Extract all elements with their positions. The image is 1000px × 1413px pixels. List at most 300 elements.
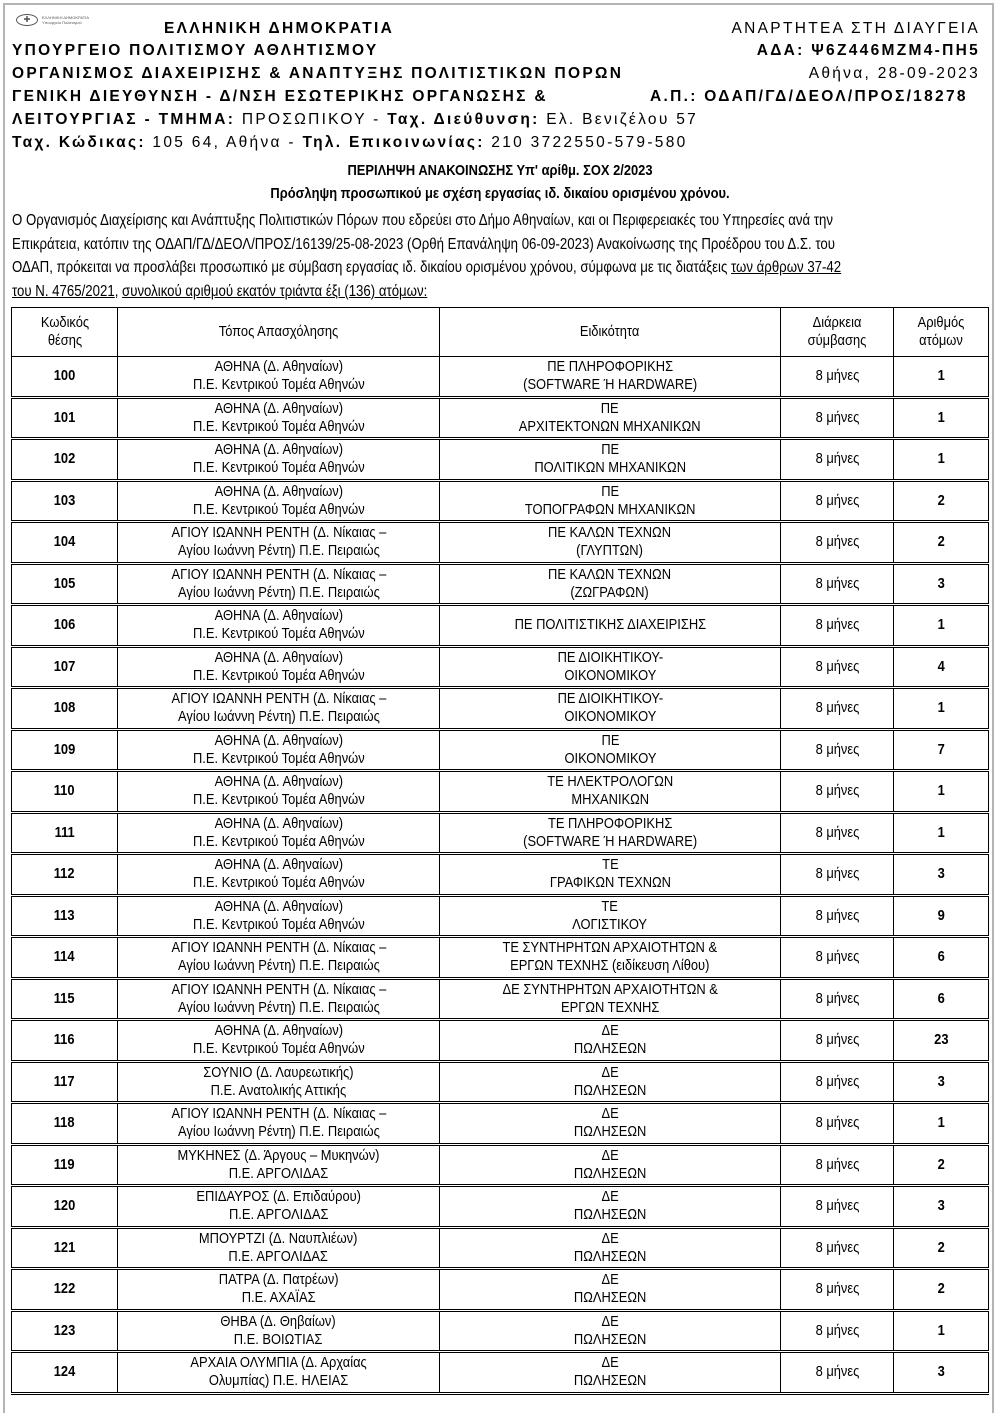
count-text: 1 — [937, 823, 945, 841]
duration-text: 8 μήνες — [815, 989, 859, 1007]
cell-count — [894, 357, 989, 398]
duration-text: 8 μήνες — [815, 533, 859, 551]
cell-location — [118, 812, 440, 854]
cell-specialty — [440, 978, 781, 1020]
ministry-logo — [16, 14, 89, 26]
cell-count — [894, 563, 989, 605]
position-code: 112 — [54, 865, 75, 883]
count-text: 3 — [937, 1072, 945, 1090]
specialty-text: ΔΕ ΠΩΛΗΣΕΩΝ — [573, 1022, 647, 1058]
cell-specialty — [440, 357, 781, 398]
location-text: ΑΓΙΟΥ ΙΩΑΝΝΗ ΡΕΝΤΗ (Δ. Νίκαιας – Αγίου Ιωάννη Ρέντη) Π.Ε. Πειραιώς — [171, 524, 386, 560]
table-row — [12, 1269, 989, 1311]
table-row — [12, 1061, 989, 1103]
table-row — [12, 729, 989, 771]
cell-code — [12, 646, 118, 688]
positions-table — [11, 307, 989, 1395]
cell-duration — [781, 1269, 894, 1311]
cell-count — [894, 605, 989, 647]
logo-text — [42, 15, 89, 25]
cell-count — [894, 854, 989, 896]
cell-count — [894, 895, 989, 937]
cell-code — [12, 1061, 118, 1103]
cell-location — [118, 1310, 440, 1352]
header-code-label: Κωδικός θέσης — [40, 314, 89, 349]
position-code: 113 — [54, 906, 75, 924]
duration-text: 8 μήνες — [815, 450, 859, 468]
header-count-label: Αριθμός ατόμων — [917, 314, 965, 349]
location-text: ΜΠΟΥΡΤΖΙ (Δ. Ναυπλιέων) Π.Ε. ΑΡΓΟΛΙΔΑΣ — [199, 1229, 358, 1265]
cell-count — [894, 729, 989, 771]
cell-location — [118, 729, 440, 771]
cell-duration — [781, 1352, 894, 1394]
count-text: 23 — [933, 1031, 949, 1049]
header-department — [12, 110, 698, 130]
table-row — [12, 1227, 989, 1269]
duration-text: 8 μήνες — [815, 1197, 859, 1215]
table-row — [12, 357, 989, 398]
specialty-text: ΔΕ ΣΥΝΤΗΡΗΤΩΝ ΑΡΧΑΙΟΤΗΤΩΝ & ΕΡΓΩΝ ΤΕΧΝΗΣ — [502, 980, 718, 1016]
position-code: 114 — [54, 948, 75, 966]
header-duration — [781, 308, 894, 357]
position-code: 110 — [54, 782, 75, 800]
cell-count — [894, 1227, 989, 1269]
count-text: 1 — [937, 408, 945, 426]
duration-text: 8 μήνες — [815, 408, 859, 426]
duration-text: 8 μήνες — [815, 491, 859, 509]
cell-specialty — [440, 439, 781, 481]
duration-text: 8 μήνες — [815, 1238, 859, 1256]
cell-location — [118, 771, 440, 813]
cell-code — [12, 729, 118, 771]
duration-text: 8 μήνες — [815, 1280, 859, 1298]
header-republic: ΕΛΛΗΝΙΚΗ ΔΗΜΟΚΡΑΤΙΑ — [164, 20, 395, 37]
announcement-title: ΠΕΡΙΛΗΨΗ ΑΝΑΚΟΙΝΩΣΗΣ Υπ' αρίθμ. ΣΟΧ 2/2023 — [347, 162, 653, 179]
specialty-text: ΔΕ ΠΩΛΗΣΕΩΝ — [573, 1146, 647, 1182]
table-row — [12, 1144, 989, 1186]
duration-text: 8 μήνες — [815, 616, 859, 634]
cell-duration — [781, 480, 894, 522]
duration-text: 8 μήνες — [815, 367, 859, 385]
cell-location — [118, 895, 440, 937]
cell-count — [894, 1352, 989, 1394]
cell-specialty — [440, 854, 781, 896]
cell-specialty — [440, 688, 781, 730]
count-text: 2 — [937, 491, 945, 509]
specialty-text: ΔΕ ΠΩΛΗΣΕΩΝ — [573, 1188, 647, 1224]
position-code: 103 — [53, 491, 76, 509]
duration-text: 8 μήνες — [815, 574, 859, 592]
specialty-text: ΤΕ ΠΛΗΡΟΦΟΡΙΚΗΣ (SOFTWARE Ή HARDWARE) — [523, 814, 697, 850]
table-row — [12, 1310, 989, 1352]
location-text: ΠΑΤΡΑ (Δ. Πατρέων) Π.Ε. ΑΧΑΪΑΣ — [218, 1271, 339, 1307]
location-text: ΑΓΙΟΥ ΙΩΑΝΝΗ ΡΕΝΤΗ (Δ. Νίκαιας – Αγίου Ιωάννη Ρέντη) Π.Ε. Πειραιώς — [171, 980, 386, 1016]
duration-text: 8 μήνες — [815, 699, 859, 717]
cell-specialty — [440, 1186, 781, 1228]
header-location — [118, 308, 440, 357]
count-text: 6 — [937, 948, 945, 966]
location-text: ΕΠΙΔΑΥΡΟΣ (Δ. Επιδαύρου) Π.Ε. ΑΡΓΟΛΙΔΑΣ — [196, 1188, 361, 1224]
table-row — [12, 1186, 989, 1228]
total-positions-text: συνολικού αριθμού εκατόν τριάντα έξι (136) ατόμων: — [122, 282, 428, 300]
specialty-text: ΔΕ ΠΩΛΗΣΕΩΝ — [573, 1105, 647, 1141]
header-ministry: ΥΠΟΥΡΓΕΙΟ ΠΟΛΙΤΙΣΜΟΥ ΑΘΛΗΤΙΣΜΟΥ — [12, 42, 379, 59]
cell-duration — [781, 1310, 894, 1352]
count-text: 9 — [937, 906, 945, 924]
duration-text: 8 μήνες — [815, 823, 859, 841]
count-text: 3 — [937, 865, 945, 883]
position-code: 123 — [53, 1321, 76, 1339]
cell-code — [12, 522, 118, 564]
cell-code — [12, 1020, 118, 1062]
duration-text: 8 μήνες — [815, 906, 859, 924]
position-code: 109 — [53, 740, 76, 758]
cell-count — [894, 646, 989, 688]
ada-code: ΑΔΑ: Ψ6Ζ446ΜΖΜ4-ΠΗ5 — [756, 42, 980, 59]
cell-specialty — [440, 937, 781, 979]
intro-line-4 — [12, 280, 993, 304]
cell-code — [12, 357, 118, 398]
count-text: 3 — [937, 1197, 945, 1215]
duration-text: 8 μήνες — [815, 948, 859, 966]
cell-code — [12, 895, 118, 937]
position-code: 116 — [54, 1031, 75, 1049]
cell-specialty — [440, 1103, 781, 1145]
location-text: ΑΘΗΝΑ (Δ. Αθηναίων) Π.Ε. Κεντρικού Τομέα Αθηνών — [192, 607, 365, 643]
cell-location — [118, 1352, 440, 1394]
cell-location — [118, 1103, 440, 1145]
cell-duration — [781, 1227, 894, 1269]
intro-line-3-text: ΟΔΑΠ, πρόκειται να προσλάβει προσωπικό με σύμβαση εργασίας ιδ. δικαίου ορισμένου χρόνου, σύμφωνα με τις διατάξεις — [12, 259, 732, 276]
count-text: 1 — [937, 450, 945, 468]
cell-count — [894, 522, 989, 564]
location-text: ΑΡΧΑΙΑ ΟΛΥΜΠΙΑ (Δ. Αρχαίας Ολυμπίας) Π.Ε. ΗΛΕΙΑΣ — [190, 1354, 367, 1390]
count-text: 6 — [937, 989, 945, 1007]
header-specialty-label: Ειδικότητα — [580, 323, 640, 340]
cell-code — [12, 563, 118, 605]
location-text: ΑΘΗΝΑ (Δ. Αθηναίων) Π.Ε. Κεντρικού Τομέα Αθηνών — [192, 648, 365, 684]
cell-count — [894, 480, 989, 522]
cell-duration — [781, 688, 894, 730]
count-text: 2 — [937, 1238, 945, 1256]
position-code: 118 — [54, 1114, 75, 1132]
position-code: 101 — [53, 408, 76, 426]
location-text: ΑΘΗΝΑ (Δ. Αθηναίων) Π.Ε. Κεντρικού Τομέα Αθηνών — [192, 773, 365, 809]
specialty-text: ΤΕ ΓΡΑΦΙΚΩΝ ΤΕΧΝΩΝ — [549, 856, 671, 892]
table-row — [12, 397, 989, 439]
position-code: 108 — [53, 699, 76, 717]
position-code: 111 — [54, 823, 75, 841]
position-code: 119 — [54, 1155, 75, 1173]
cell-location — [118, 1227, 440, 1269]
cell-location — [118, 1020, 440, 1062]
table-header-row — [12, 308, 989, 357]
cell-specialty — [440, 771, 781, 813]
cell-location — [118, 1144, 440, 1186]
cell-code — [12, 1269, 118, 1311]
address-value: Ελ. Βενιζέλου 57 — [539, 111, 699, 128]
cell-duration — [781, 522, 894, 564]
count-text: 1 — [937, 616, 945, 634]
header-code — [12, 308, 118, 357]
cell-specialty — [440, 397, 781, 439]
table-row — [12, 563, 989, 605]
table-row — [12, 646, 989, 688]
address-label: Ταχ. Διεύθυνση: — [387, 111, 540, 128]
table-row — [12, 771, 989, 813]
cell-duration — [781, 895, 894, 937]
cell-count — [894, 1020, 989, 1062]
cell-count — [894, 1144, 989, 1186]
table-row — [12, 522, 989, 564]
cell-location — [118, 937, 440, 979]
protocol-number: Α.Π.: ΟΔΑΠ/ΓΔ/ΔΕΟΛ/ΠΡΟΣ/18278 — [650, 88, 968, 105]
position-code: 115 — [54, 989, 75, 1007]
document-date: Αθήνα, 28-09-2023 — [808, 65, 980, 82]
position-code: 117 — [54, 1072, 75, 1090]
greek-coat-of-arms-icon: ✚ — [16, 14, 38, 26]
logo-line-2: Υπουργείο Πολιτισμού — [42, 20, 82, 25]
cell-specialty — [440, 480, 781, 522]
cell-specialty — [440, 1269, 781, 1311]
cell-code — [12, 812, 118, 854]
cell-duration — [781, 854, 894, 896]
location-text: ΑΘΗΝΑ (Δ. Αθηναίων) Π.Ε. Κεντρικού Τομέα Αθηνών — [192, 399, 365, 435]
cell-code — [12, 1227, 118, 1269]
intro-paragraph — [12, 209, 993, 303]
specialty-text: ΠΕ ΠΟΛΙΤΙΚΩΝ ΜΗΧΑΝΙΚΩΝ — [534, 441, 686, 477]
header-directorate: ΓΕΝΙΚΗ ΔΙΕΥΘΥΝΣΗ - Δ/ΝΣΗ ΕΣΩΤΕΡΙΚΗΣ ΟΡΓΑΝΩΣΗΣ & — [12, 88, 548, 105]
table-body — [12, 357, 989, 1394]
table-row — [12, 978, 989, 1020]
specialty-text: ΔΕ ΠΩΛΗΣΕΩΝ — [573, 1229, 647, 1265]
table-row — [12, 854, 989, 896]
location-text: ΑΘΗΝΑ (Δ. Αθηναίων) Π.Ε. Κεντρικού Τομέα Αθηνών — [192, 856, 365, 892]
count-text: 3 — [937, 574, 945, 592]
table-row — [12, 480, 989, 522]
cell-specialty — [440, 729, 781, 771]
specialty-text: ΤΕ ΣΥΝΤΗΡΗΤΩΝ ΑΡΧΑΙΟΤΗΤΩΝ & ΕΡΓΩΝ ΤΕΧΝΗΣ (ειδίκευση Λίθου) — [502, 939, 718, 975]
cell-location — [118, 563, 440, 605]
location-text: ΘΗΒΑ (Δ. Θηβαίων) Π.Ε. ΒΟΙΩΤΙΑΣ — [220, 1312, 337, 1348]
table-row — [12, 937, 989, 979]
location-text: ΑΘΗΝΑ (Δ. Αθηναίων) Π.Ε. Κεντρικού Τομέα Αθηνών — [192, 731, 365, 767]
cell-count — [894, 1061, 989, 1103]
specialty-text: ΠΕ ΔΙΟΙΚΗΤΙΚΟΥ- ΟΙΚΟΝΟΜΙΚΟΥ — [557, 648, 663, 684]
count-text: 1 — [937, 1114, 945, 1132]
position-code: 104 — [53, 533, 76, 551]
intro-line-1: Ο Οργανισμός Διαχείρισης και Ανάπτυξης Πολιτιστικών Πόρων που εδρεύει στο Δήμο Αθηναίων, και οι Περιφερειακές του Υπηρεσίες ανά την — [12, 212, 834, 229]
duration-text: 8 μήνες — [815, 1363, 859, 1381]
specialty-text: ΤΕ ΛΟΓΙΣΤΙΚΟΥ — [572, 897, 648, 933]
specialty-text: ΤΕ ΗΛΕΚΤΡΟΛΟΓΩΝ ΜΗΧΑΝΙΚΩΝ — [547, 773, 673, 809]
location-text: ΑΘΗΝΑ (Δ. Αθηναίων) Π.Ε. Κεντρικού Τομέα Αθηνών — [192, 1022, 365, 1058]
specialty-text: ΠΕ ΠΟΛΙΤΙΣΤΙΚΗΣ ΔΙΑΧΕΙΡΙΣΗΣ — [514, 616, 706, 634]
logo-line-1: ΕΛΛΗΝΙΚΗ ΔΗΜΟΚΡΑΤΙΑ — [42, 15, 89, 20]
cell-duration — [781, 1186, 894, 1228]
cell-location — [118, 854, 440, 896]
cell-duration — [781, 1061, 894, 1103]
position-code: 120 — [53, 1197, 76, 1215]
duration-text: 8 μήνες — [815, 782, 859, 800]
specialty-text: ΠΕ ΚΑΛΩΝ ΤΕΧΝΩΝ (ΖΩΓΡΑΦΩΝ) — [548, 565, 672, 601]
cell-duration — [781, 1020, 894, 1062]
department-label: ΛΕΙΤΟΥΡΓΙΑΣ - ΤΜΗΜΑ: — [12, 111, 236, 128]
count-text: 2 — [937, 1280, 945, 1298]
postcode-value: 105 64, Αθήνα - — [145, 134, 303, 151]
cell-code — [12, 1103, 118, 1145]
location-text: ΑΘΗΝΑ (Δ. Αθηναίων) Π.Ε. Κεντρικού Τομέα Αθηνών — [192, 441, 365, 477]
location-text: ΑΘΗΝΑ (Δ. Αθηναίων) Π.Ε. Κεντρικού Τομέα Αθηνών — [192, 482, 365, 518]
department-value: ΠΡΟΣΩΠΙΚΟΥ - — [235, 111, 388, 128]
intro-line-2: Επικράτεια, κατόπιν της ΟΔΑΠ/ΓΔ/ΔΕΟΛ/ΠΡΟΣ/16139/25-08-2023 (Ορθή Επανάληψη 06-09-2023) Ανακοίνωσης της Προέδρου του Δ.Σ. του — [12, 235, 836, 253]
postcode-label: Ταχ. Κώδικας: — [12, 134, 146, 151]
table-row — [12, 605, 989, 647]
cell-specialty — [440, 1227, 781, 1269]
cell-count — [894, 688, 989, 730]
specialty-text: ΔΕ ΠΩΛΗΣΕΩΝ — [573, 1271, 647, 1307]
duration-text: 8 μήνες — [815, 1321, 859, 1339]
cell-location — [118, 480, 440, 522]
cell-specialty — [440, 522, 781, 564]
cell-specialty — [440, 563, 781, 605]
cell-code — [12, 1310, 118, 1352]
position-code: 124 — [53, 1363, 76, 1381]
cell-count — [894, 1186, 989, 1228]
table-row — [12, 439, 989, 481]
cell-duration — [781, 729, 894, 771]
location-text: ΜΥΚΗΝΕΣ (Δ. Άργους – Μυκηνών) Π.Ε. ΑΡΓΟΛΙΔΑΣ — [177, 1146, 380, 1182]
cell-duration — [781, 1103, 894, 1145]
header-location-label: Τόπος Απασχόλησης — [218, 323, 339, 340]
cell-code — [12, 1186, 118, 1228]
specialty-text: ΠΕ ΑΡΧΙΤΕΚΤΟΝΩΝ ΜΗΧΑΝΙΚΩΝ — [519, 399, 701, 435]
cell-specialty — [440, 1020, 781, 1062]
position-code: 121 — [53, 1238, 76, 1256]
cell-location — [118, 646, 440, 688]
specialty-text: ΠΕ ΤΟΠΟΓΡΑΦΩΝ ΜΗΧΑΝΙΚΩΝ — [524, 482, 696, 518]
cell-code — [12, 605, 118, 647]
position-code: 105 — [53, 574, 76, 592]
cell-location — [118, 522, 440, 564]
table-row — [12, 1020, 989, 1062]
intro-line-3 — [12, 256, 993, 280]
location-text: ΑΓΙΟΥ ΙΩΑΝΝΗ ΡΕΝΤΗ (Δ. Νίκαιας – Αγίου Ιωάννη Ρέντη) Π.Ε. Πειραιώς — [171, 565, 386, 601]
phone-label: Τηλ. Επικοινωνίας: — [302, 134, 485, 151]
location-text: ΑΓΙΟΥ ΙΩΑΝΝΗ ΡΕΝΤΗ (Δ. Νίκαιας – Αγίου Ιωάννη Ρέντη) Π.Ε. Πειραιώς — [171, 1105, 386, 1141]
cell-location — [118, 357, 440, 398]
count-text: 2 — [937, 533, 945, 551]
cell-specialty — [440, 1144, 781, 1186]
cell-count — [894, 439, 989, 481]
count-text: 1 — [937, 782, 945, 800]
cell-location — [118, 688, 440, 730]
cell-duration — [781, 605, 894, 647]
table-row — [12, 1352, 989, 1394]
duration-text: 8 μήνες — [815, 1114, 859, 1132]
count-text: 7 — [937, 740, 945, 758]
header-contact — [12, 133, 688, 153]
specialty-text: ΠΕ ΚΑΛΩΝ ΤΕΧΝΩΝ (ΓΛΥΠΤΩΝ) — [548, 524, 672, 560]
cell-duration — [781, 1144, 894, 1186]
cell-specialty — [440, 646, 781, 688]
cell-location — [118, 978, 440, 1020]
header-duration-label: Διάρκεια σύμβασης — [807, 314, 867, 349]
cell-duration — [781, 563, 894, 605]
location-text: ΣΟΥΝΙΟ (Δ. Λαυρεωτικής) Π.Ε. Ανατολικής Αττικής — [203, 1063, 354, 1099]
table-row — [12, 895, 989, 937]
announcement-subtitle: Πρόσληψη προσωπικού με σχέση εργασίας ιδ. δικαίου ορισμένου χρόνου. — [270, 185, 730, 202]
phone-value: 210 3722550-579-580 — [484, 134, 688, 151]
cell-code — [12, 397, 118, 439]
position-code: 102 — [53, 450, 76, 468]
cell-duration — [781, 771, 894, 813]
cell-specialty — [440, 1352, 781, 1394]
cell-duration — [781, 439, 894, 481]
cell-location — [118, 397, 440, 439]
cell-duration — [781, 937, 894, 979]
position-code: 106 — [53, 616, 76, 634]
cell-count — [894, 771, 989, 813]
cell-specialty — [440, 605, 781, 647]
count-text: 1 — [937, 1321, 945, 1339]
posting-notice: ΑΝΑΡΤΗΤΕΑ ΣΤΗ ΔΙΑΥΓΕΙΑ — [731, 20, 980, 37]
cell-code — [12, 1144, 118, 1186]
count-text: 1 — [937, 699, 945, 717]
position-code: 100 — [53, 367, 76, 385]
cell-duration — [781, 812, 894, 854]
location-text: ΑΓΙΟΥ ΙΩΑΝΝΗ ΡΕΝΤΗ (Δ. Νίκαιας – Αγίου Ιωάννη Ρέντη) Π.Ε. Πειραιώς — [171, 939, 386, 975]
cell-specialty — [440, 1061, 781, 1103]
cell-count — [894, 1103, 989, 1145]
duration-text: 8 μήνες — [815, 1031, 859, 1049]
cell-code — [12, 854, 118, 896]
cell-location — [118, 1186, 440, 1228]
header-count — [894, 308, 989, 357]
location-text: ΑΓΙΟΥ ΙΩΑΝΝΗ ΡΕΝΤΗ (Δ. Νίκαιας – Αγίου Ιωάννη Ρέντη) Π.Ε. Πειραιώς — [171, 690, 386, 726]
law-number-ref: του Ν. 4765/2021 — [12, 282, 115, 300]
cell-count — [894, 1269, 989, 1311]
cell-location — [118, 1061, 440, 1103]
count-text: 4 — [937, 657, 945, 675]
cell-count — [894, 937, 989, 979]
cell-location — [118, 439, 440, 481]
specialty-text: ΔΕ ΠΩΛΗΣΕΩΝ — [573, 1063, 647, 1099]
header-organization: ΟΡΓΑΝΙΣΜΟΣ ΔΙΑΧΕΙΡΙΣΗΣ & ΑΝΑΠΤΥΞΗΣ ΠΟΛΙΤΙΣΤΙΚΩΝ ΠΟΡΩΝ — [12, 65, 624, 82]
cell-code — [12, 1352, 118, 1394]
count-text: 1 — [937, 367, 945, 385]
cell-location — [118, 605, 440, 647]
separator: , — [114, 282, 123, 300]
cell-location — [118, 1269, 440, 1311]
table-row — [12, 812, 989, 854]
cell-code — [12, 937, 118, 979]
count-text: 2 — [937, 1155, 945, 1173]
header-specialty — [440, 308, 781, 357]
cell-count — [894, 397, 989, 439]
duration-text: 8 μήνες — [815, 1155, 859, 1173]
cell-specialty — [440, 895, 781, 937]
law-articles-ref: των άρθρων 37-42 — [731, 259, 842, 276]
specialty-text: ΠΕ ΟΙΚΟΝΟΜΙΚΟΥ — [564, 731, 656, 767]
location-text: ΑΘΗΝΑ (Δ. Αθηναίων) Π.Ε. Κεντρικού Τομέα Αθηνών — [192, 358, 365, 394]
cell-code — [12, 688, 118, 730]
specialty-text: ΠΕ ΠΛΗΡΟΦΟΡΙΚΗΣ (SOFTWARE Ή HARDWARE) — [523, 358, 697, 394]
cell-duration — [781, 646, 894, 688]
duration-text: 8 μήνες — [815, 865, 859, 883]
duration-text: 8 μήνες — [815, 657, 859, 675]
specialty-text: ΔΕ ΠΩΛΗΣΕΩΝ — [573, 1354, 647, 1390]
